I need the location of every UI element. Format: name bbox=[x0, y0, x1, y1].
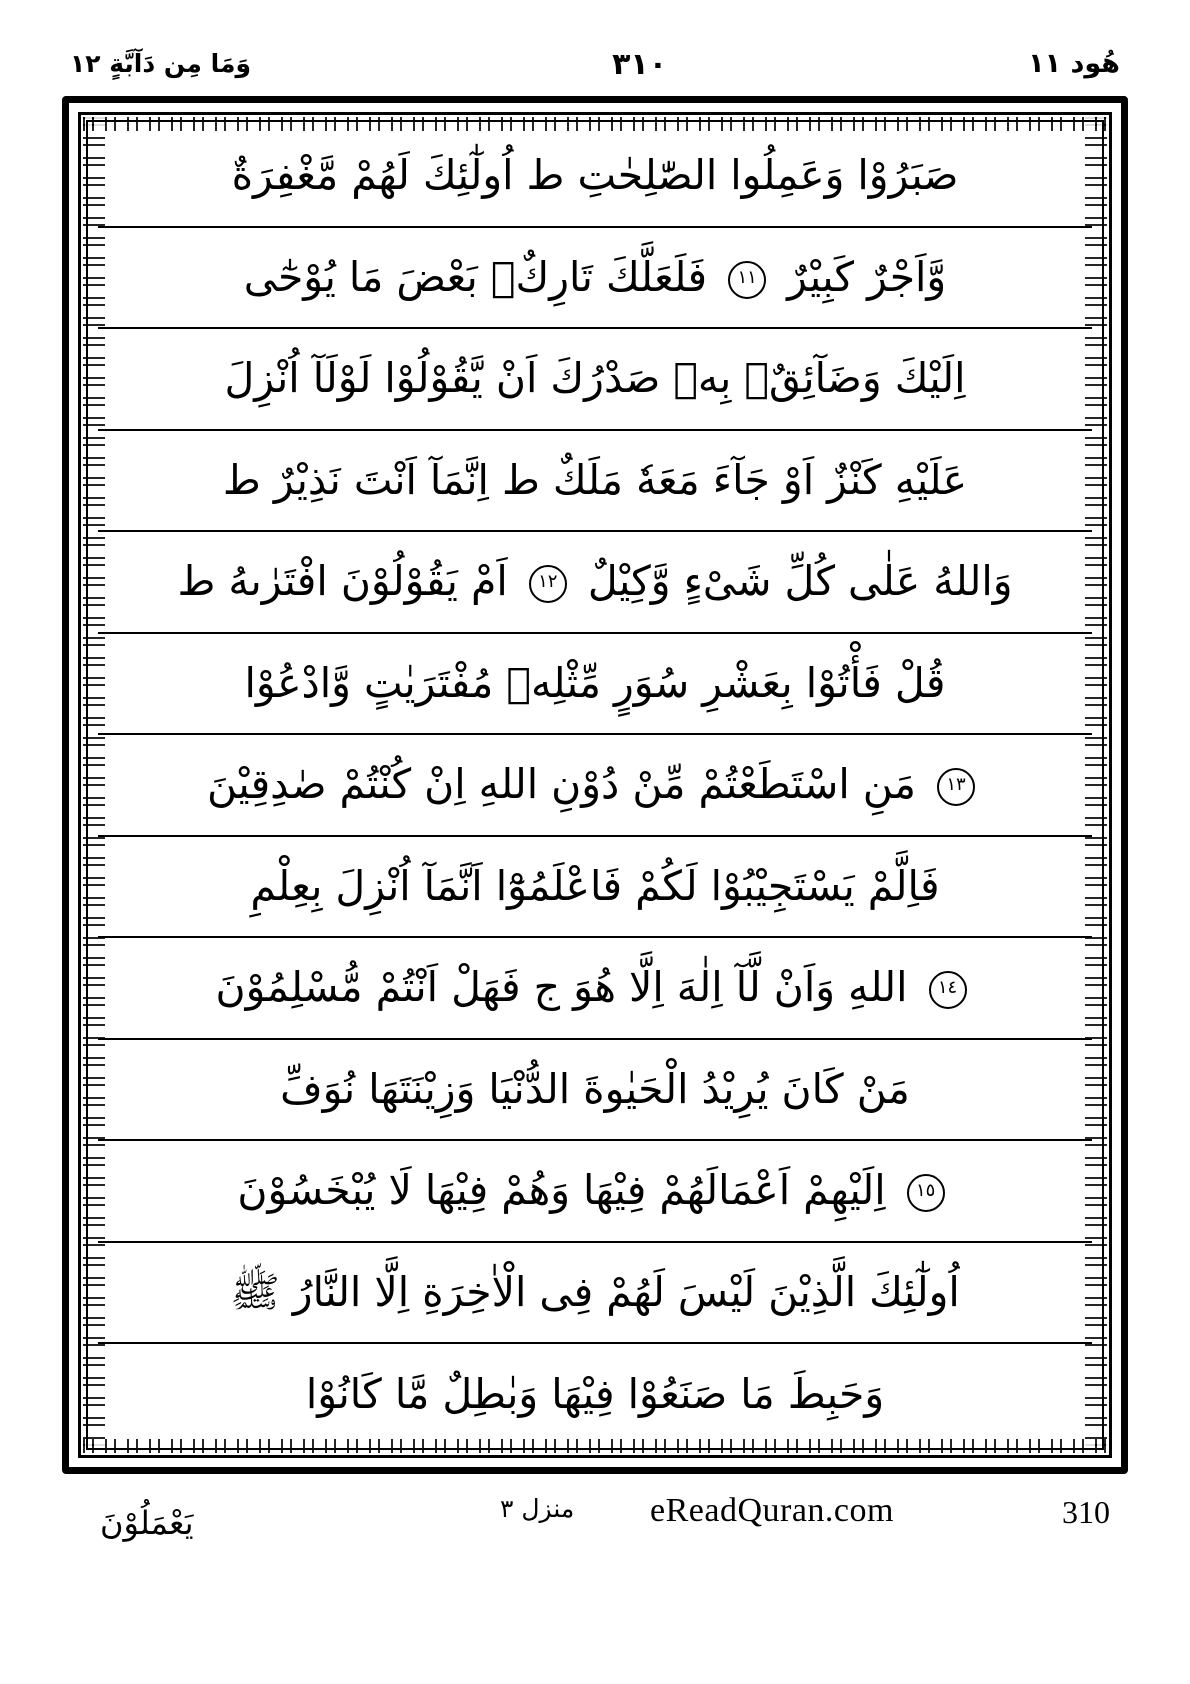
footer-brand: eReadQuran.com bbox=[650, 1492, 894, 1529]
quran-line bbox=[98, 837, 1092, 939]
ayah-number-marker: ١١ bbox=[728, 261, 766, 299]
quran-line-text: اِلَيْكَ وَضَآئِقٌۢ بِهٖ صَدْرُكَ اَنْ يَّقُوْلُوْا لَوْلَآ اُنْزِلَ bbox=[224, 354, 966, 403]
quran-line-text bbox=[104, 962, 1086, 1013]
page-header bbox=[70, 40, 1120, 88]
quran-line-text: اُولٰٓئِكَ الَّذِيْنَ لَيْسَ لَهُمْ فِى الْاٰخِرَةِ اِلَّا النَّارُ ﷺ bbox=[230, 1267, 960, 1316]
quran-line bbox=[98, 228, 1092, 330]
footer-catchword: يَعْمَلُوْنَ bbox=[100, 1504, 194, 1542]
quran-line bbox=[98, 1040, 1092, 1142]
quran-line-segment: وَاللهُ عَلٰى كُلِّ شَىْءٍ وَّكِيْلٌ bbox=[587, 557, 1013, 606]
footer-page-number: 310 bbox=[1062, 1494, 1110, 1530]
ayah-number-marker: ١٤ bbox=[929, 971, 967, 1009]
quran-line-text bbox=[104, 1165, 1086, 1216]
quran-line bbox=[98, 1243, 1092, 1345]
quran-line bbox=[98, 431, 1092, 533]
quran-line bbox=[98, 126, 1092, 228]
quran-line-segment: اللهِ وَاَنْ لَّآ اِلٰهَ اِلَّا هُوَ ج فَهَلْ اَنْتُمْ مُّسْلِمُوْنَ bbox=[215, 963, 908, 1012]
quran-line bbox=[98, 938, 1092, 1040]
quran-line bbox=[98, 1141, 1092, 1243]
quran-text-block bbox=[98, 126, 1092, 1444]
quran-line-text: وَحَبِطَ مَا صَنَعُوْا فِيْهَا وَبٰطِلٌ مَّا كَانُوْا bbox=[305, 1369, 885, 1418]
quran-line-segment: اِلَيْهِمْ اَعْمَالَهُمْ فِيْهَا وَهُمْ فِيْهَا لَا يُبْخَسُوْنَ bbox=[237, 1166, 886, 1215]
quran-line-text: مَنْ كَانَ يُرِيْدُ الْحَيٰوةَ الدُّنْيَا وَزِيْنَتَهَا نُوَفِّ bbox=[280, 1064, 910, 1113]
header-surah-label: هُود ١١ bbox=[1028, 48, 1120, 80]
quran-line-text: عَلَيْهِ كَنْزٌ اَوْ جَآءَ مَعَهٗ مَلَكٌ ط اِنَّمَآ اَنْتَ نَذِيْرٌ ط bbox=[222, 455, 968, 504]
quran-line bbox=[98, 735, 1092, 837]
quran-line-text bbox=[104, 759, 1086, 810]
quran-line-text bbox=[104, 556, 1086, 607]
quran-line bbox=[98, 634, 1092, 736]
ayah-number-marker: ١٥ bbox=[907, 1174, 945, 1212]
quran-line-text: قُلْ فَأْتُوْا بِعَشْرِ سُوَرٍ مِّثْلِهٖ مُفْتَرَيٰتٍ وَّادْعُوْا bbox=[244, 658, 946, 707]
quran-line-segment: وَّاَجْرٌ كَبِيْرٌ bbox=[787, 252, 947, 301]
quran-line-text: فَاِلَّمْ يَسْتَجِيْبُوْا لَكُمْ فَاعْلَمُوْٓا اَنَّمَآ اُنْزِلَ بِعِلْمِ bbox=[250, 861, 940, 910]
quran-line-text bbox=[104, 252, 1086, 303]
footer-manzil-label: منزل ٣ bbox=[500, 1494, 575, 1523]
quran-line bbox=[98, 1344, 1092, 1444]
quran-line-segment: مَنِ اسْتَطَعْتُمْ مِّنْ دُوْنِ اللهِ اِنْ كُنْتُمْ صٰدِقِيْنَ bbox=[207, 760, 916, 809]
quran-line-text: صَبَرُوْا وَعَمِلُوا الصّٰلِحٰتِ ط اُولٰٓئِكَ لَهُمْ مَّغْفِرَةٌ bbox=[231, 151, 959, 200]
quran-line bbox=[98, 532, 1092, 634]
header-juz-label: وَمَا مِن دَآبَّةٍ ١٢ bbox=[70, 49, 251, 79]
header-page-number-arabic: ٣١٠ bbox=[612, 46, 668, 82]
quran-line-segment: فَلَعَلَّكَ تَارِكٌۢ بَعْضَ مَا يُوْحٰٓى bbox=[243, 252, 708, 301]
quran-line bbox=[98, 329, 1092, 431]
quran-line-segment: اَمْ يَقُوْلُوْنَ افْتَرٰىهُ ط bbox=[177, 557, 508, 606]
ayah-number-marker: ١٣ bbox=[937, 768, 975, 806]
ayah-number-marker: ١٢ bbox=[529, 565, 567, 603]
page-footer bbox=[70, 1490, 1120, 1580]
